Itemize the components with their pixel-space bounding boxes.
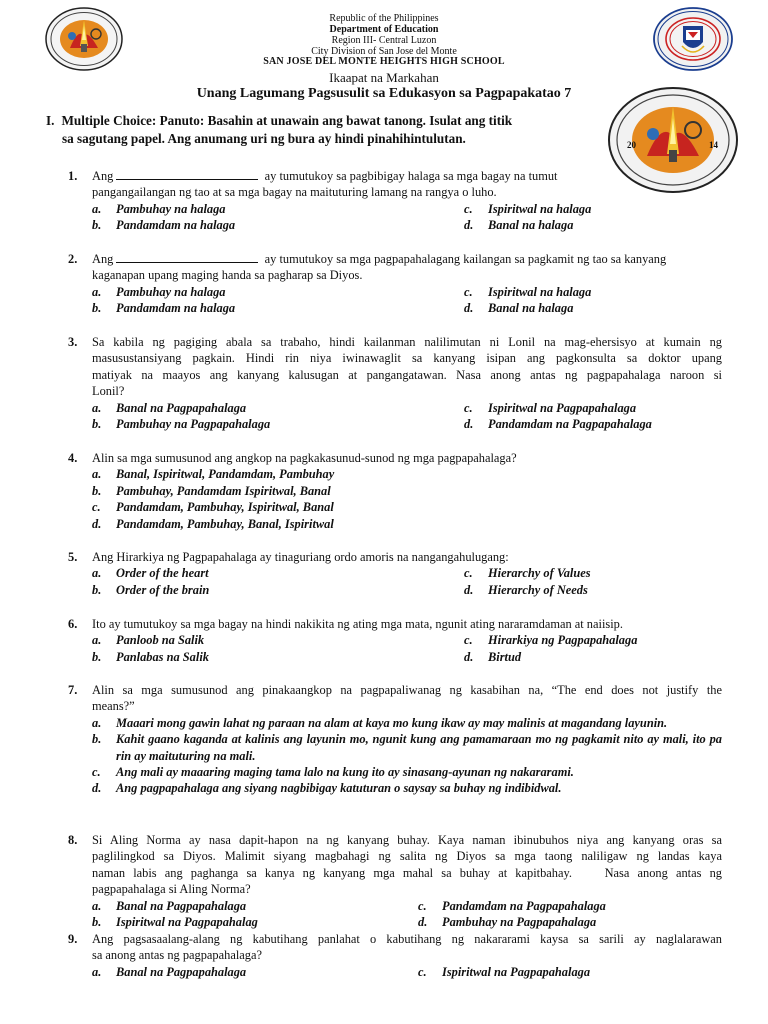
question-line: Ang Hirarkiya ng Pagpapahalaga ay tinaguriang ordo amoris na nangangahulugang: [92, 550, 509, 564]
option-c: c. Pandamdam, Pambuhay, Ispiritwal, Banal [92, 500, 334, 515]
question-9 [68, 931, 722, 980]
option-c: c. Ispiritwal na Pagpapahalaga [418, 964, 591, 979]
option-c: c. Ispiritwal na halaga [464, 201, 592, 216]
option-d: d. Pandamdam na Pagpapahalaga [464, 417, 652, 432]
option-c: c. Ispiritwal na halaga [464, 284, 592, 299]
question-2 [68, 251, 722, 317]
option-c: c. Pandamdam na Pagpapahalaga [418, 898, 606, 913]
question-7 [68, 682, 722, 797]
question-line: paglilingkod sa Diyos. Malimit siyang magbahagi ng salita ng Diyos sa mga taong naliligaw ng landas kaya [92, 849, 722, 864]
header-department: Department of Education [329, 24, 439, 35]
question-number: 7. [68, 683, 78, 697]
question-line: means?” [92, 699, 135, 714]
header-region: Region III- Central Luzon [331, 35, 437, 46]
exam-quarter: Ikaapat na Markahan [329, 70, 439, 85]
option-c: c. Ang mali ay maaaring maging tama lalo na kung ito ay sinasang-ayunan ng nakararami. [92, 765, 574, 780]
instructions-title: Multiple Choice: Panuto: Basahin at unawain ang bawat tanong. Isulat ang titik [61, 113, 513, 128]
option-b: b. Pambuhay na Pagpapahalaga [92, 417, 271, 432]
question-stem-end: ay tumutukoy sa mga pagpapahalagang kailangan sa pagkamit ng tao sa kanyang [264, 252, 667, 266]
question-number: 5. [68, 550, 78, 564]
option-d: d. Ang pagpapahalaga ang siyang nagbibigay katuturan o saysay sa buhay ng indibidwal. [92, 781, 562, 796]
seal-year-left: 20 [627, 140, 636, 150]
question-line: Ang pagsasaalang-alang ng kabutihang panlahat o kabutihang ng nakararami kaysa sa sarili ay naglalarawan [92, 932, 722, 946]
instructions-line2: sa sagutang papel. Ang anumang uri ng bura ay hindi pinahihintulutan. [62, 131, 466, 146]
question-line: matiyak na maayos ang kanyang kalusugan at pangangatawan. Nasa anong antas ng pagpapahalaga naroon si [92, 367, 722, 382]
option-b: b. Ispiritwal na Pagpapahalag [92, 915, 258, 930]
header-school: SAN JOSE DEL MONTE HEIGHTS HIGH SCHOOL [263, 56, 505, 67]
option-a: a. Banal, Ispiritwal, Pandamdam, Pambuhay [92, 467, 335, 482]
option-d: d. Banal na halaga [464, 218, 574, 233]
question-3 [68, 334, 722, 432]
question-8 [68, 832, 722, 930]
question-number: 8. [68, 833, 78, 847]
option-b: b. Pandamdam na halaga [92, 218, 236, 233]
question-number: 1. [68, 169, 78, 183]
option-a: a. Order of the heart [92, 566, 209, 581]
question-line: sa anong antas ng pagpapahalaga? [92, 948, 262, 963]
option-d: d. Birtud [464, 649, 522, 664]
header-division: City Division of San Jose del Monte [311, 46, 457, 57]
question-number: 6. [68, 617, 78, 631]
option-a: a. Banal na Pagpapahalaga [92, 964, 247, 979]
option-b: b. Pambuhay, Pandamdam Ispiritwal, Banal [92, 483, 331, 498]
question-stem-start: Ang [92, 252, 114, 266]
question-line: Alin sa mga sumusunod ang angkop na pagkakasunud-sunod ng mga pagpapahalaga? [92, 451, 517, 465]
option-c: c. Hierarchy of Values [464, 566, 591, 581]
question-line: Sa kabila ng pagiging abala sa trabaho, hindi kailanman nalilimutan ni Lonil na mag-ehersisyo at kumain ng [92, 335, 722, 349]
question-6 [68, 616, 722, 665]
question-number: 4. [68, 451, 78, 465]
option-a: a. Maaari mong gawin lahat ng paraan na alam at kaya mo kung ikaw ay may malinis at magandang layunin. [92, 715, 668, 730]
question-line: pangangailangan ng tao at sa mga bagay na maituturing lamang na rangya o luho. [92, 185, 497, 200]
option-a: a. Panloob na Salik [92, 633, 205, 648]
option-b: b. Kahit gaano kaganda at kalinis ang layunin mo, ngunit kung ang pamamaraan mo ng pagkamit nito ay mali, ito pa rin ay maituturing na mali. [92, 732, 722, 763]
option-a: a. Banal na Pagpapahalaga [92, 400, 247, 415]
question-1 [68, 168, 722, 234]
question-stem-end: ay tumutukoy sa pagbibigay halaga sa mga bagay na tumut [264, 169, 558, 183]
option-c: c. Hirarkiya ng Pagpapahalaga [464, 633, 638, 648]
question-line: masusustansiyang pagkain. Hindi rin niya iwinawaglit sa kanyang isipan ang pagkonsulta sa doktor upang [92, 351, 722, 366]
question-line: Ito ay tumutukoy sa mga bagay na hindi nakikita ng ating mga mata, ngunit ating nararamdaman at naiisip. [92, 617, 623, 631]
question-line: pagpapahalaga si Aling Norma? [92, 882, 251, 897]
question-number: 3. [68, 335, 78, 349]
option-a: a. Banal na Pagpapahalaga [92, 898, 247, 913]
option-b: b. Order of the brain [92, 582, 210, 597]
instructions [46, 112, 606, 148]
question-line: naman labis ang paghanga sa kanya ng kanyang mga mahal sa buhay at kapitbahay. Nasa anong antas ng [92, 865, 722, 880]
option-b: b. Pandamdam na halaga [92, 301, 236, 316]
option-c: c. Ispiritwal na Pagpapahalaga [464, 400, 637, 415]
option-d: d. Hierarchy of Needs [464, 582, 588, 597]
option-d: d. Pandamdam, Pambuhay, Banal, Ispiritwal [92, 516, 334, 531]
section-number: I. [46, 113, 55, 128]
option-a: a. Pambuhay na halaga [92, 284, 226, 299]
question-number: 2. [68, 252, 78, 266]
header-republic: Republic of the Philippines [329, 13, 439, 24]
answer-blank [116, 168, 258, 180]
option-d: d. Banal na halaga [464, 301, 574, 316]
question-stem-start: Ang [92, 169, 114, 183]
exam-title: Unang Lagumang Pagsusulit sa Edukasyon sa Pagpapakatao 7 [196, 86, 572, 101]
question-number: 9. [68, 932, 78, 946]
question-4 [68, 450, 722, 532]
question-line: kaganapan upang maging handa sa pagharap sa Diyos. [92, 268, 363, 283]
option-a: a. Pambuhay na halaga [92, 201, 226, 216]
answer-blank [116, 251, 258, 263]
question-line: Lonil? [92, 384, 125, 399]
question-5 [68, 549, 722, 598]
option-d: d. Pambuhay na Pagpapahalaga [418, 915, 597, 930]
seal-year-right: 14 [709, 140, 718, 150]
question-line: Alin sa mga sumusunod ang pinakaangkop na pagpapaliwanag ng kasabihan na, “The end does not justify the [92, 683, 722, 697]
option-b: b. Panlabas na Salik [92, 649, 209, 664]
question-line: Si Aling Norma ay nasa dapit-hapon na ng kanyang buhay. Kaya naman ibinubuhos niya ang kanyang oras sa [92, 833, 722, 847]
